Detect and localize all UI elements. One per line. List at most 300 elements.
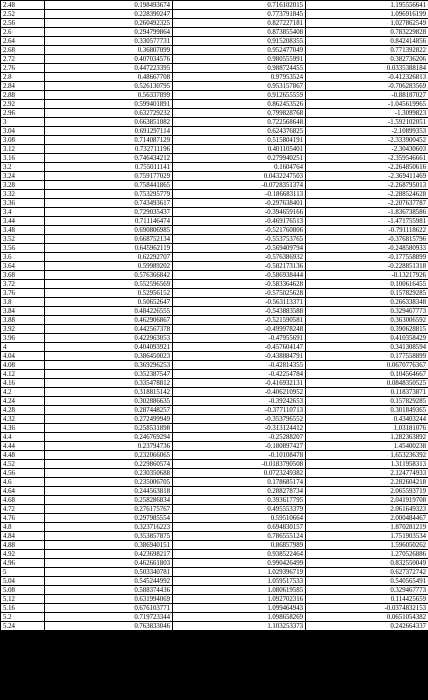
c-cell[interactable]: -0.0374832153: [306, 604, 428, 613]
x-cell[interactable]: 5.08: [1, 586, 45, 595]
b-cell[interactable]: 0.988724455: [173, 64, 306, 73]
b-cell[interactable]: 1.029396719: [173, 568, 306, 577]
b-cell[interactable]: -0.10108478: [173, 451, 306, 460]
a-cell[interactable]: 0.260492325: [45, 19, 173, 28]
c-cell[interactable]: 1.596050262: [306, 541, 428, 550]
a-cell[interactable]: 0.59989202: [45, 262, 173, 271]
x-cell[interactable]: 2.72: [1, 55, 45, 64]
c-cell[interactable]: 2.065593719: [306, 487, 428, 496]
a-cell[interactable]: 0.732711196: [45, 145, 173, 154]
table-row: [1, 253, 428, 262]
x-cell[interactable]: 3.92: [1, 325, 45, 334]
a-cell[interactable]: 0.588374436: [45, 586, 173, 595]
x-cell[interactable]: 2.88: [1, 91, 45, 100]
a-cell[interactable]: 0.318815142: [45, 388, 173, 397]
x-cell[interactable]: 2.52: [1, 10, 45, 19]
x-cell[interactable]: 3.16: [1, 154, 45, 163]
b-cell[interactable]: -0.438884791: [173, 352, 306, 361]
x-cell[interactable]: 4.32: [1, 415, 45, 424]
x-cell[interactable]: 4.8: [1, 523, 45, 532]
b-cell[interactable]: -0.313124412: [173, 424, 306, 433]
b-cell[interactable]: -0.569409794: [173, 244, 306, 253]
x-cell[interactable]: 3.72: [1, 280, 45, 289]
b-cell[interactable]: -0.353796552: [173, 415, 306, 424]
b-cell[interactable]: 0.938522464: [173, 550, 306, 559]
table-row: [1, 505, 428, 514]
b-cell[interactable]: 0.279940251: [173, 154, 306, 163]
x-cell[interactable]: 5.16: [1, 604, 45, 613]
b-cell[interactable]: 0.1604764: [173, 163, 306, 172]
table-row: [1, 127, 428, 136]
table-row: [1, 280, 428, 289]
c-cell[interactable]: -0.228851318: [306, 262, 428, 271]
x-cell[interactable]: 3.28: [1, 181, 45, 190]
b-cell[interactable]: 0.178685174: [173, 478, 306, 487]
b-cell[interactable]: 1.059517533: [173, 577, 306, 586]
b-cell[interactable]: -0.42254784: [173, 370, 306, 379]
b-cell[interactable]: 1.092702316: [173, 595, 306, 604]
c-cell[interactable]: 0.783229828: [306, 28, 428, 37]
a-cell[interactable]: 0.447223395: [45, 64, 173, 73]
b-cell[interactable]: -0.394659166: [173, 208, 306, 217]
b-cell[interactable]: -0.457604147: [173, 343, 306, 352]
c-cell[interactable]: -2.369411469: [306, 172, 428, 181]
c-cell[interactable]: -1.045619965: [306, 100, 428, 109]
b-cell[interactable]: 0.990426499: [173, 559, 306, 568]
a-cell[interactable]: 0.297985554: [45, 514, 173, 523]
c-cell[interactable]: 0.0335388184: [306, 64, 428, 73]
b-cell[interactable]: -0.575025628: [173, 289, 306, 298]
c-cell[interactable]: 0.157829285: [306, 397, 428, 406]
a-cell[interactable]: 0.423698217: [45, 550, 173, 559]
a-cell[interactable]: 0.235006705: [45, 478, 173, 487]
x-cell[interactable]: 4.92: [1, 550, 45, 559]
a-cell[interactable]: 0.272499949: [45, 415, 173, 424]
x-cell[interactable]: 5.12: [1, 595, 45, 604]
x-cell[interactable]: 3.32: [1, 190, 45, 199]
b-cell[interactable]: 0.953157867: [173, 82, 306, 91]
a-cell[interactable]: 0.407034576: [45, 55, 173, 64]
x-cell[interactable]: 4.52: [1, 460, 45, 469]
x-cell[interactable]: 5.24: [1, 622, 45, 631]
x-cell[interactable]: 4.72: [1, 505, 45, 514]
c-cell[interactable]: 0.177558899: [306, 352, 428, 361]
b-cell[interactable]: -0.563113371: [173, 298, 306, 307]
c-cell[interactable]: -1.3099823: [306, 109, 428, 118]
b-cell[interactable]: 1.099464943: [173, 604, 306, 613]
c-cell[interactable]: 0.242664337: [306, 622, 428, 631]
c-cell[interactable]: 0.382736206: [306, 55, 428, 64]
b-cell[interactable]: 0.862453526: [173, 100, 306, 109]
x-cell[interactable]: 5: [1, 568, 45, 577]
a-cell[interactable]: 0.198493674: [45, 1, 173, 10]
a-cell[interactable]: 0.691297114: [45, 127, 173, 136]
table-row: [1, 46, 428, 55]
x-cell[interactable]: 4.96: [1, 559, 45, 568]
b-cell[interactable]: 0.915208355: [173, 37, 306, 46]
x-cell[interactable]: 4.76: [1, 514, 45, 523]
c-cell[interactable]: 0.390628815: [306, 325, 428, 334]
b-cell[interactable]: -0.553753765: [173, 235, 306, 244]
b-cell[interactable]: -0.583364628: [173, 280, 306, 289]
c-cell[interactable]: 0.842414856: [306, 37, 428, 46]
a-cell[interactable]: 0.645962119: [45, 244, 173, 253]
a-cell[interactable]: 0.758441865: [45, 181, 173, 190]
c-cell[interactable]: 2.041919708: [306, 496, 428, 505]
x-cell[interactable]: 3.08: [1, 136, 45, 145]
a-cell[interactable]: 0.62292707: [45, 253, 173, 262]
x-cell[interactable]: 5.2: [1, 613, 45, 622]
x-cell[interactable]: 3.68: [1, 271, 45, 280]
a-cell[interactable]: 0.729035437: [45, 208, 173, 217]
a-cell[interactable]: 0.244563818: [45, 487, 173, 496]
x-cell[interactable]: 3: [1, 118, 45, 127]
c-cell[interactable]: -2.264850616: [306, 163, 428, 172]
b-cell[interactable]: -0.180897427: [173, 442, 306, 451]
b-cell[interactable]: 0.0723249382: [173, 469, 306, 478]
b-cell[interactable]: -0.42814355: [173, 361, 306, 370]
x-cell[interactable]: 4.44: [1, 442, 45, 451]
b-cell[interactable]: -0.0728351374: [173, 181, 306, 190]
b-cell[interactable]: -0.582173136: [173, 262, 306, 271]
a-cell[interactable]: 0.230350688: [45, 469, 173, 478]
a-cell[interactable]: 0.386450023: [45, 352, 173, 361]
a-cell[interactable]: 0.302886635: [45, 397, 173, 406]
x-cell[interactable]: 4.48: [1, 451, 45, 460]
table-row: [1, 469, 428, 478]
a-cell[interactable]: 0.56337899: [45, 91, 173, 100]
b-cell[interactable]: -0.377110713: [173, 406, 306, 415]
x-cell[interactable]: 2.56: [1, 19, 45, 28]
x-cell[interactable]: 3.76: [1, 289, 45, 298]
b-cell[interactable]: 0.773791845: [173, 10, 306, 19]
a-cell[interactable]: 0.442567378: [45, 325, 173, 334]
table-row: [1, 388, 428, 397]
b-cell[interactable]: 0.59510664: [173, 514, 306, 523]
table-row: [1, 19, 428, 28]
c-cell[interactable]: 0.410358429: [306, 334, 428, 343]
a-cell[interactable]: 0.714087129: [45, 136, 173, 145]
c-cell[interactable]: -1.471755981: [306, 217, 428, 226]
b-cell[interactable]: -0.521590581: [173, 316, 306, 325]
c-cell[interactable]: -2.288524628: [306, 190, 428, 199]
b-cell[interactable]: 0.86857989: [173, 541, 306, 550]
x-cell[interactable]: 3.2: [1, 163, 45, 172]
table-row: [1, 514, 428, 523]
a-cell[interactable]: 0.246769294: [45, 433, 173, 442]
x-cell[interactable]: 2.76: [1, 64, 45, 73]
b-cell[interactable]: 0.624376825: [173, 127, 306, 136]
c-cell[interactable]: 1.270526886: [306, 550, 428, 559]
a-cell[interactable]: 0.576366842: [45, 271, 173, 280]
x-cell[interactable]: 2.6: [1, 28, 45, 37]
x-cell[interactable]: 3.52: [1, 235, 45, 244]
a-cell[interactable]: 0.462906867: [45, 316, 173, 325]
x-cell[interactable]: 3.44: [1, 217, 45, 226]
c-cell[interactable]: -0.791118622: [306, 226, 428, 235]
a-cell[interactable]: 0.258286834: [45, 496, 173, 505]
b-cell[interactable]: 0.980555991: [173, 55, 306, 64]
a-cell[interactable]: 0.631994069: [45, 595, 173, 604]
x-cell[interactable]: 3.24: [1, 172, 45, 181]
c-cell[interactable]: 2.061649323: [306, 505, 428, 514]
b-cell[interactable]: -0.39242653: [173, 397, 306, 406]
x-cell[interactable]: 4.56: [1, 469, 45, 478]
c-cell[interactable]: 0.329467773: [306, 586, 428, 595]
c-cell[interactable]: -0.706283569: [306, 82, 428, 91]
c-cell[interactable]: 1.751903534: [306, 532, 428, 541]
a-cell[interactable]: 0.330577731: [45, 37, 173, 46]
x-cell[interactable]: 4.84: [1, 532, 45, 541]
a-cell[interactable]: 0.50652647: [45, 298, 173, 307]
a-cell[interactable]: 0.484226555: [45, 307, 173, 316]
a-cell[interactable]: 0.48667708: [45, 73, 173, 82]
x-cell[interactable]: 3.4: [1, 208, 45, 217]
a-cell[interactable]: 0.52956152: [45, 289, 173, 298]
c-cell[interactable]: -0.376815796: [306, 235, 428, 244]
a-cell[interactable]: 0.258531898: [45, 424, 173, 433]
a-cell[interactable]: 0.232066065: [45, 451, 173, 460]
a-cell[interactable]: 0.287448257: [45, 406, 173, 415]
x-cell[interactable]: 4.68: [1, 496, 45, 505]
x-cell[interactable]: 4.2: [1, 388, 45, 397]
c-cell[interactable]: 1.195556641: [306, 1, 428, 10]
b-cell[interactable]: 0.288278734: [173, 487, 306, 496]
c-cell[interactable]: -2.207637787: [306, 199, 428, 208]
a-cell[interactable]: 0.746434212: [45, 154, 173, 163]
x-cell[interactable]: 4.36: [1, 424, 45, 433]
a-cell[interactable]: 0.676103771: [45, 604, 173, 613]
a-cell[interactable]: 0.276175767: [45, 505, 173, 514]
x-cell[interactable]: 5.04: [1, 577, 45, 586]
b-cell[interactable]: 0.799828768: [173, 109, 306, 118]
b-cell[interactable]: -0.0183790508: [173, 460, 306, 469]
c-cell[interactable]: -0.248580933: [306, 244, 428, 253]
a-cell[interactable]: 0.753295779: [45, 190, 173, 199]
c-cell[interactable]: -1.836738586: [306, 208, 428, 217]
c-cell[interactable]: 0.118373871: [306, 388, 428, 397]
c-cell[interactable]: 0.157829285: [306, 289, 428, 298]
b-cell[interactable]: -0.576386932: [173, 253, 306, 262]
c-cell[interactable]: 0.114425659: [306, 595, 428, 604]
x-cell[interactable]: 2.48: [1, 1, 45, 10]
c-cell[interactable]: 1.03181076: [306, 424, 428, 433]
c-cell[interactable]: -2.359546661: [306, 154, 428, 163]
b-cell[interactable]: 0.952477049: [173, 46, 306, 55]
b-cell[interactable]: -0.47955691: [173, 334, 306, 343]
b-cell[interactable]: 0.0432247503: [173, 172, 306, 181]
b-cell[interactable]: -0.521760806: [173, 226, 306, 235]
a-cell[interactable]: 0.294799864: [45, 28, 173, 37]
x-cell[interactable]: 3.48: [1, 226, 45, 235]
x-cell[interactable]: 4.24: [1, 397, 45, 406]
b-cell[interactable]: -0.25288207: [173, 433, 306, 442]
c-cell[interactable]: 0.301849365: [306, 406, 428, 415]
b-cell[interactable]: 0.515804191: [173, 136, 306, 145]
b-cell[interactable]: 0.873855408: [173, 28, 306, 37]
b-cell[interactable]: -0.297638401: [173, 199, 306, 208]
x-cell[interactable]: 2.64: [1, 37, 45, 46]
c-cell[interactable]: 1.45400238: [306, 442, 428, 451]
c-cell[interactable]: 1.027862549: [306, 19, 428, 28]
b-cell[interactable]: -0.186683113: [173, 190, 306, 199]
x-cell[interactable]: 2.92: [1, 100, 45, 109]
a-cell[interactable]: 0.668752134: [45, 235, 173, 244]
c-cell[interactable]: 0.0651054382: [306, 613, 428, 622]
b-cell[interactable]: 1.080619585: [173, 586, 306, 595]
b-cell[interactable]: 0.716102015: [173, 1, 306, 10]
b-cell[interactable]: 0.786555124: [173, 532, 306, 541]
table-row: [1, 460, 428, 469]
x-cell[interactable]: 4.04: [1, 352, 45, 361]
table-body: [1, 1, 428, 631]
b-cell[interactable]: 1.103253373: [173, 622, 306, 631]
c-cell[interactable]: 2.000484467: [306, 514, 428, 523]
table-row: [1, 199, 428, 208]
x-cell[interactable]: 4.88: [1, 541, 45, 550]
a-cell[interactable]: 0.404093921: [45, 343, 173, 352]
c-cell[interactable]: 0.266338348: [306, 298, 428, 307]
b-cell[interactable]: -0.586938444: [173, 271, 306, 280]
c-cell[interactable]: 0.329467773: [306, 307, 428, 316]
c-cell[interactable]: -2.268795013: [306, 181, 428, 190]
b-cell[interactable]: 0.495553379: [173, 505, 306, 514]
a-cell[interactable]: 0.719723344: [45, 613, 173, 622]
x-cell[interactable]: 3.04: [1, 127, 45, 136]
a-cell[interactable]: 0.229860574: [45, 460, 173, 469]
a-cell[interactable]: 0.386940151: [45, 541, 173, 550]
b-cell[interactable]: 0.827227181: [173, 19, 306, 28]
x-cell[interactable]: 2.96: [1, 109, 45, 118]
b-cell[interactable]: -0.406210952: [173, 388, 306, 397]
b-cell[interactable]: 0.401105401: [173, 145, 306, 154]
table-row: [1, 379, 428, 388]
b-cell[interactable]: 0.912655559: [173, 91, 306, 100]
c-cell[interactable]: -2.10899353: [306, 127, 428, 136]
c-cell[interactable]: -0.13217926: [306, 271, 428, 280]
x-cell[interactable]: 3.12: [1, 145, 45, 154]
b-cell[interactable]: -0.416932131: [173, 379, 306, 388]
c-cell[interactable]: 0.363006592: [306, 316, 428, 325]
a-cell[interactable]: 0.759177029: [45, 172, 173, 181]
a-cell[interactable]: 0.763833046: [45, 622, 173, 631]
a-cell[interactable]: 0.36807099: [45, 46, 173, 55]
a-cell[interactable]: 0.422963053: [45, 334, 173, 343]
x-cell[interactable]: 3.8: [1, 298, 45, 307]
table-row: [1, 136, 428, 145]
b-cell[interactable]: 1.098658269: [173, 613, 306, 622]
b-cell[interactable]: 0.97953524: [173, 73, 306, 82]
x-cell[interactable]: 4.28: [1, 406, 45, 415]
x-cell[interactable]: 4.4: [1, 433, 45, 442]
table-row: [1, 523, 428, 532]
c-cell[interactable]: 0.0848350525: [306, 379, 428, 388]
c-cell[interactable]: -0.412326813: [306, 73, 428, 82]
table-row: [1, 1, 428, 10]
x-cell[interactable]: 3.88: [1, 316, 45, 325]
c-cell[interactable]: 0.540565491: [306, 577, 428, 586]
a-cell[interactable]: 0.352387547: [45, 370, 173, 379]
a-cell[interactable]: 0.552596569: [45, 280, 173, 289]
c-cell[interactable]: 1.870281219: [306, 523, 428, 532]
a-cell[interactable]: 0.462661803: [45, 559, 173, 568]
x-cell[interactable]: 2.68: [1, 46, 45, 55]
c-cell[interactable]: 0.43403244: [306, 415, 428, 424]
b-cell[interactable]: -0.469176513: [173, 217, 306, 226]
x-cell[interactable]: 2.8: [1, 73, 45, 82]
c-cell[interactable]: 0.771392822: [306, 46, 428, 55]
x-cell[interactable]: 4.08: [1, 361, 45, 370]
x-cell[interactable]: 4.12: [1, 370, 45, 379]
x-cell[interactable]: 3.64: [1, 262, 45, 271]
x-cell[interactable]: 4.6: [1, 478, 45, 487]
x-cell[interactable]: 4.16: [1, 379, 45, 388]
x-cell[interactable]: 3.56: [1, 244, 45, 253]
c-cell[interactable]: -2.333900452: [306, 136, 428, 145]
a-cell[interactable]: 0.711146474: [45, 217, 173, 226]
x-cell[interactable]: 3.96: [1, 334, 45, 343]
c-cell[interactable]: 0.832550049: [306, 559, 428, 568]
c-cell[interactable]: 0.100616455: [306, 280, 428, 289]
x-cell[interactable]: 4.64: [1, 487, 45, 496]
c-cell[interactable]: 1.311958313: [306, 460, 428, 469]
a-cell[interactable]: 0.632729232: [45, 109, 173, 118]
b-cell[interactable]: 0.722568648: [173, 118, 306, 127]
c-cell[interactable]: -1.592102051: [306, 118, 428, 127]
c-cell[interactable]: 0.341308594: [306, 343, 428, 352]
c-cell[interactable]: 1.096916199: [306, 10, 428, 19]
a-cell[interactable]: 0.323716223: [45, 523, 173, 532]
c-cell[interactable]: 2.282604218: [306, 478, 428, 487]
c-cell[interactable]: -0.177558899: [306, 253, 428, 262]
b-cell[interactable]: -0.499978248: [173, 325, 306, 334]
a-cell[interactable]: 0.503340781: [45, 568, 173, 577]
a-cell[interactable]: 0.228390247: [45, 10, 173, 19]
a-cell[interactable]: 0.526130795: [45, 82, 173, 91]
c-cell[interactable]: 0.104564667: [306, 370, 428, 379]
a-cell[interactable]: 0.369296253: [45, 361, 173, 370]
x-cell[interactable]: 4: [1, 343, 45, 352]
a-cell[interactable]: 0.353857875: [45, 532, 173, 541]
c-cell[interactable]: 1.282363892: [306, 433, 428, 442]
b-cell[interactable]: 0.694830157: [173, 523, 306, 532]
c-cell[interactable]: -0.88187027: [306, 91, 428, 100]
x-cell[interactable]: 3.36: [1, 199, 45, 208]
x-cell[interactable]: 3.6: [1, 253, 45, 262]
table-row: [1, 100, 428, 109]
b-cell[interactable]: -0.543883588: [173, 307, 306, 316]
a-cell[interactable]: 0.599401891: [45, 100, 173, 109]
table-row: [1, 145, 428, 154]
table-row: [1, 613, 428, 622]
a-cell[interactable]: 0.335478812: [45, 379, 173, 388]
table-row: [1, 82, 428, 91]
a-cell[interactable]: 0.690806985: [45, 226, 173, 235]
b-cell[interactable]: 0.393617795: [173, 496, 306, 505]
c-cell[interactable]: 0.0670776367: [306, 361, 428, 370]
a-cell[interactable]: 0.23794736: [45, 442, 173, 451]
x-cell[interactable]: 2.84: [1, 82, 45, 91]
x-cell[interactable]: 3.84: [1, 307, 45, 316]
a-cell[interactable]: 0.743493617: [45, 199, 173, 208]
a-cell[interactable]: 0.663851082: [45, 118, 173, 127]
c-cell[interactable]: -2.30430603: [306, 145, 428, 154]
c-cell[interactable]: 0.627372742: [306, 568, 428, 577]
c-cell[interactable]: 1.653236392: [306, 451, 428, 460]
a-cell[interactable]: 0.545244992: [45, 577, 173, 586]
c-cell[interactable]: 2.124774933: [306, 469, 428, 478]
a-cell[interactable]: 0.755011141: [45, 163, 173, 172]
